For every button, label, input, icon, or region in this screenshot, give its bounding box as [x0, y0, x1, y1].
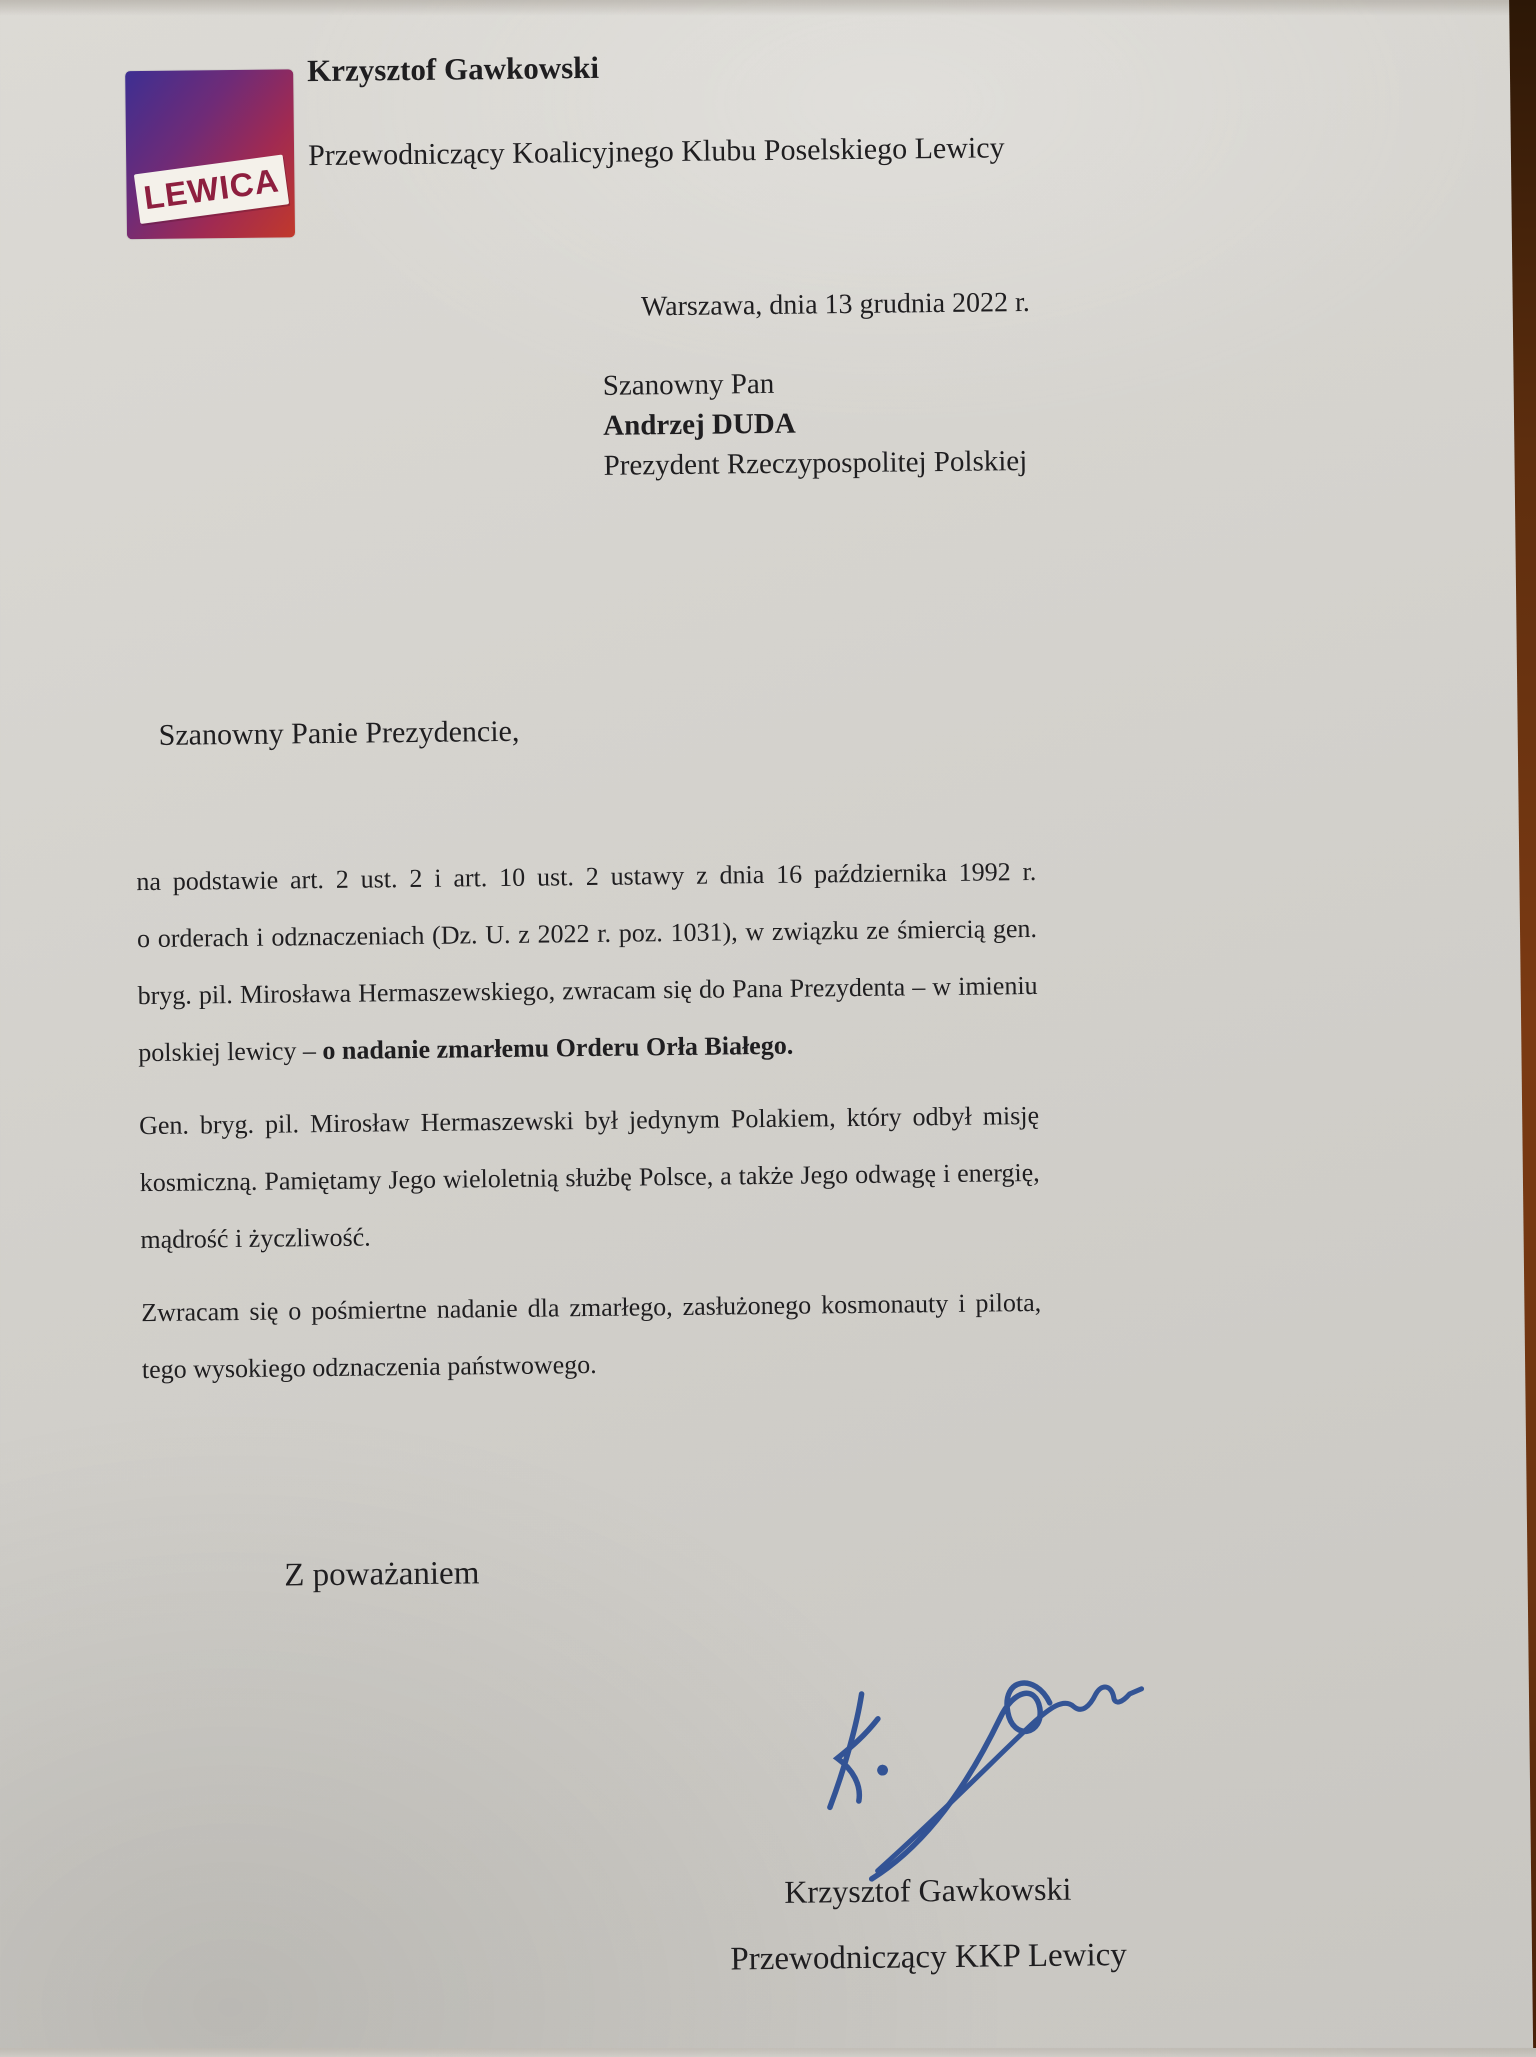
lewica-logo-banner — [134, 154, 289, 224]
body-line-bold-part: o nadanie zmarłemu Orderu Orła Białego. — [322, 1030, 794, 1066]
body-line: mądrość i życzliwość. — [140, 1222, 371, 1255]
letter-salutation: Szanowny Panie Prezydencie, — [158, 714, 520, 752]
body-line: o orderach i odznaczeniach (Dz. U. z 2022 r. poz. 1031), w związku ze śmiercią gen. — [136, 913, 1038, 954]
recipient-title: Prezydent Rzeczypospolitej Polskiej — [603, 445, 1028, 482]
paragraph-1 — [136, 843, 1039, 1081]
body-line: Zwracam się o pośmiertne nadanie dla zmarłego, zasłużonego kosmonauty i pilota, — [141, 1287, 1042, 1328]
recipient-block — [603, 361, 1028, 486]
dateline: Warszawa, dnia 13 grudnia 2022 r. — [640, 286, 1031, 323]
body-line: bryg. pil. Mirosława Hermaszewskiego, zwracam się do Pana Prezydenta – w imieniu — [137, 970, 1038, 1011]
lewica-logo-text: LEWICA — [141, 161, 282, 217]
signature-block — [628, 1869, 1229, 1980]
handwritten-signature-icon — [815, 1664, 1162, 1904]
lewica-logo — [125, 69, 295, 239]
signatory-name: Krzysztof Gawkowski — [784, 1870, 1072, 1910]
letterhead-sender-name: Krzysztof Gawkowski — [306, 49, 600, 89]
body-line — [138, 1014, 1039, 1081]
paragraph-2 — [139, 1087, 1041, 1268]
body-line-normal-part: polskiej lewicy – — [138, 1036, 323, 1068]
recipient-name: Andrzej DUDA — [603, 407, 796, 442]
letterhead-sender-title: Przewodniczący Koalicyjnego Klubu Poselskiego Lewicy — [307, 131, 1005, 173]
letter-body — [136, 843, 1042, 1414]
body-line: na podstawie art. 2 ust. 2 i art. 10 ust. 2 ustawy z dnia 16 października 1992 r. — [136, 856, 1037, 897]
body-line: Gen. bryg. pil. Mirosław Hermaszewski był jedynym Polakiem, który odbył misję — [138, 1100, 1040, 1141]
signatory-title: Przewodniczący KKP Lewicy — [730, 1936, 1128, 1978]
body-line: tego wysokiego odznaczenia państwowego. — [141, 1349, 597, 1385]
recipient-salutation: Szanowny Pan — [602, 367, 775, 402]
closing-phrase: Z poważaniem — [284, 1555, 480, 1594]
body-line: kosmiczną. Pamiętamy Jego wieloletnią służbę Polsce, a także Jego odwagę i energię, — [139, 1157, 1040, 1198]
paragraph-3 — [141, 1274, 1042, 1398]
